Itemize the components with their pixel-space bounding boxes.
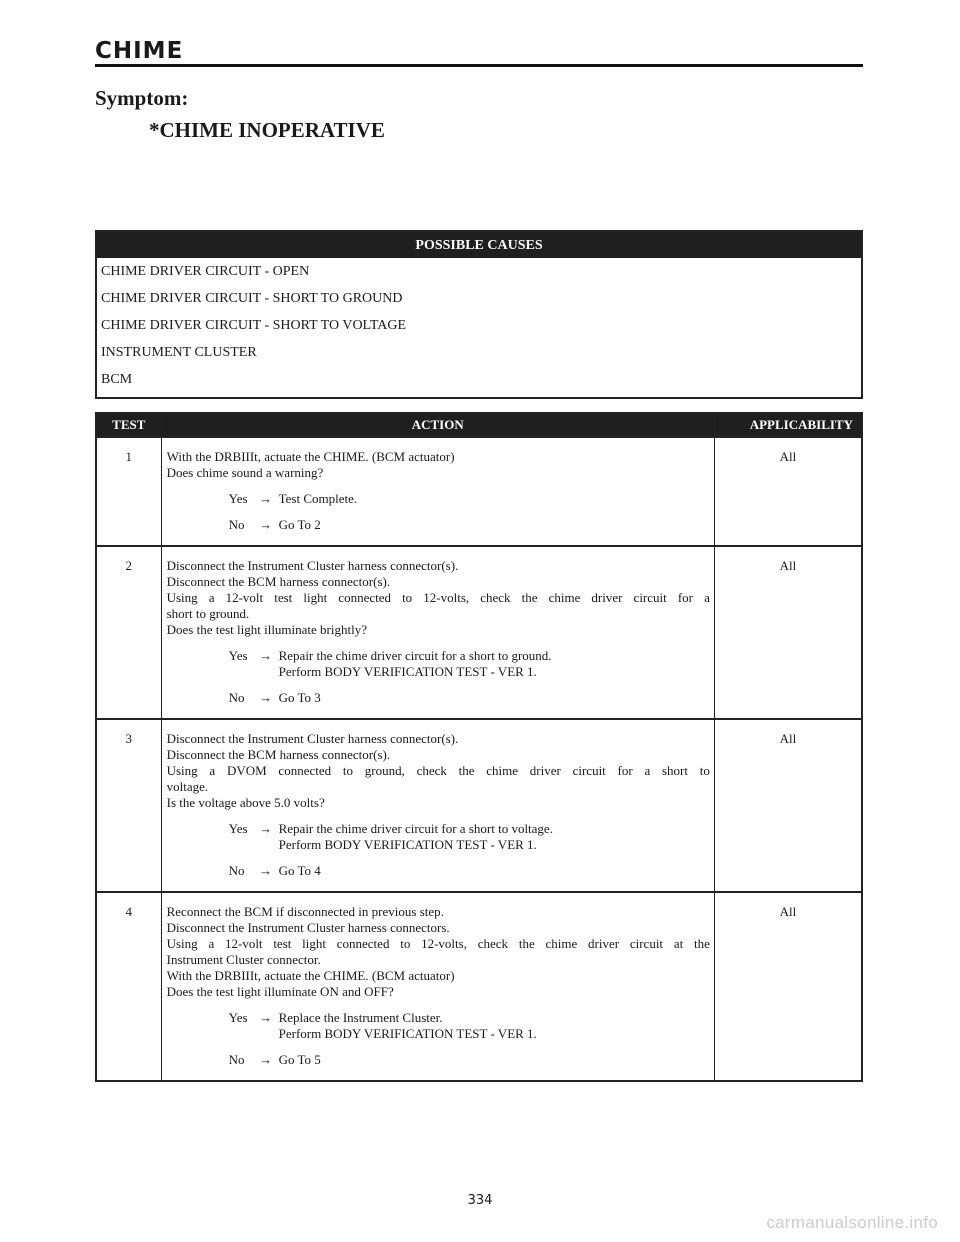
action-line: Disconnect the BCM harness connector(s). bbox=[166, 747, 391, 762]
action-line: Does chime sound a warning? bbox=[166, 465, 324, 480]
yes-result bbox=[229, 1010, 710, 1042]
arrow-right-icon: → bbox=[259, 821, 273, 836]
table-row bbox=[96, 437, 862, 546]
action-line: Using a 12-volt test light connected to 12-volts, check the chime driver circuit at the bbox=[166, 936, 710, 951]
table-row bbox=[96, 546, 862, 719]
action-line: Does the test light illuminate ON and OFF? bbox=[166, 984, 394, 999]
test-applicability: All bbox=[714, 719, 862, 892]
section-title: CHIME bbox=[95, 38, 184, 64]
yes-label: Yes bbox=[228, 648, 248, 663]
possible-causes-list bbox=[97, 258, 861, 397]
action-line: Disconnect the Instrument Cluster harness connector(s). bbox=[166, 731, 459, 746]
no-result bbox=[229, 1052, 710, 1068]
outcome-line: Go To 2 bbox=[278, 517, 321, 532]
test-table bbox=[95, 412, 863, 1082]
outcome-line: Perform BODY VERIFICATION TEST - VER 1. bbox=[278, 1026, 537, 1041]
symptom-name: *CHIME INOPERATIVE bbox=[149, 118, 385, 142]
yes-result bbox=[229, 648, 710, 680]
action-line: Is the voltage above 5.0 volts? bbox=[166, 795, 325, 810]
test-applicability: All bbox=[714, 892, 862, 1081]
arrow-right-icon: → bbox=[259, 1052, 273, 1067]
action-line: Does the test light illuminate brightly? bbox=[166, 622, 367, 637]
outcome-line: Perform BODY VERIFICATION TEST - VER 1. bbox=[278, 837, 537, 852]
no-label: No bbox=[228, 1052, 245, 1067]
outcome-line: Repair the chime driver circuit for a short to ground. bbox=[278, 648, 552, 663]
test-applicability: All bbox=[714, 546, 862, 719]
arrow-right-icon: → bbox=[259, 491, 273, 506]
test-table-body bbox=[96, 437, 862, 1081]
watermark: carmanualsonline.info bbox=[766, 1213, 938, 1232]
header-action: ACTION bbox=[161, 413, 714, 437]
no-outcome bbox=[279, 1052, 710, 1068]
cause-item: BCM bbox=[101, 372, 133, 387]
test-number: 3 bbox=[96, 719, 161, 892]
no-outcome bbox=[279, 863, 710, 879]
action-line: Using a 12-volt test light connected to 12-volts, check the chime driver circuit for a bbox=[166, 590, 710, 605]
action-line: Instrument Cluster connector. bbox=[166, 952, 321, 967]
yes-result bbox=[229, 491, 710, 507]
cause-item: INSTRUMENT CLUSTER bbox=[101, 345, 257, 360]
yes-label: Yes bbox=[228, 821, 248, 836]
action-line: Disconnect the Instrument Cluster harness connectors. bbox=[166, 920, 450, 935]
action-line: Reconnect the BCM if disconnected in previous step. bbox=[166, 904, 444, 919]
possible-causes-box bbox=[95, 230, 863, 399]
arrow-right-icon: → bbox=[259, 517, 273, 532]
arrow-right-icon: → bbox=[259, 863, 273, 878]
no-outcome bbox=[279, 517, 710, 533]
possible-causes-header: POSSIBLE CAUSES bbox=[97, 232, 861, 258]
header-applicability: APPLICABILITY bbox=[714, 413, 862, 437]
table-row bbox=[96, 892, 862, 1081]
arrow-right-icon: → bbox=[259, 1010, 273, 1025]
header-test: TEST bbox=[96, 413, 161, 437]
outcome-line: Go To 4 bbox=[278, 863, 321, 878]
test-number: 2 bbox=[96, 546, 161, 719]
symptom-label: Symptom: bbox=[95, 86, 189, 110]
test-number: 1 bbox=[96, 437, 161, 546]
test-table-header bbox=[96, 413, 862, 437]
yes-result bbox=[229, 821, 710, 853]
cause-item: CHIME DRIVER CIRCUIT - SHORT TO VOLTAGE bbox=[101, 318, 407, 333]
no-result bbox=[229, 863, 710, 879]
outcome-line: Repair the chime driver circuit for a short to voltage. bbox=[278, 821, 553, 836]
cause-item: CHIME DRIVER CIRCUIT - OPEN bbox=[101, 264, 310, 279]
table-row bbox=[96, 719, 862, 892]
no-label: No bbox=[228, 690, 245, 705]
no-label: No bbox=[228, 863, 245, 878]
cause-item: CHIME DRIVER CIRCUIT - SHORT TO GROUND bbox=[101, 291, 403, 306]
arrow-right-icon: → bbox=[259, 648, 273, 663]
yes-outcome bbox=[279, 491, 710, 507]
test-number: 4 bbox=[96, 892, 161, 1081]
no-outcome bbox=[279, 690, 710, 706]
action-line: With the DRBIIIt, actuate the CHIME. (BCM actuator) bbox=[166, 968, 455, 983]
test-applicability: All bbox=[714, 437, 862, 546]
yes-outcome bbox=[279, 821, 710, 853]
test-action bbox=[161, 719, 714, 892]
action-line: voltage. bbox=[166, 779, 209, 794]
yes-outcome bbox=[279, 1010, 710, 1042]
action-line: With the DRBIIIt, actuate the CHIME. (BCM actuator) bbox=[166, 449, 455, 464]
action-line: Disconnect the BCM harness connector(s). bbox=[166, 574, 391, 589]
section-rule bbox=[95, 64, 863, 67]
no-label: No bbox=[228, 517, 245, 532]
page-number: 334 bbox=[467, 1193, 493, 1208]
outcome-line: Go To 3 bbox=[278, 690, 321, 705]
section-header bbox=[95, 38, 863, 67]
outcome-line: Perform BODY VERIFICATION TEST - VER 1. bbox=[278, 664, 537, 679]
yes-outcome bbox=[279, 648, 710, 680]
test-action bbox=[161, 437, 714, 546]
outcome-line: Go To 5 bbox=[278, 1052, 321, 1067]
no-result bbox=[229, 690, 710, 706]
yes-label: Yes bbox=[228, 491, 248, 506]
action-line: Disconnect the Instrument Cluster harness connector(s). bbox=[166, 558, 459, 573]
action-line: short to ground. bbox=[166, 606, 250, 621]
no-result bbox=[229, 517, 710, 533]
test-action bbox=[161, 546, 714, 719]
arrow-right-icon: → bbox=[259, 690, 273, 705]
action-line: Using a DVOM connected to ground, check the chime driver circuit for a short to bbox=[166, 763, 710, 778]
yes-label: Yes bbox=[228, 1010, 248, 1025]
test-action bbox=[161, 892, 714, 1081]
outcome-line: Replace the Instrument Cluster. bbox=[278, 1010, 443, 1025]
outcome-line: Test Complete. bbox=[278, 491, 358, 506]
